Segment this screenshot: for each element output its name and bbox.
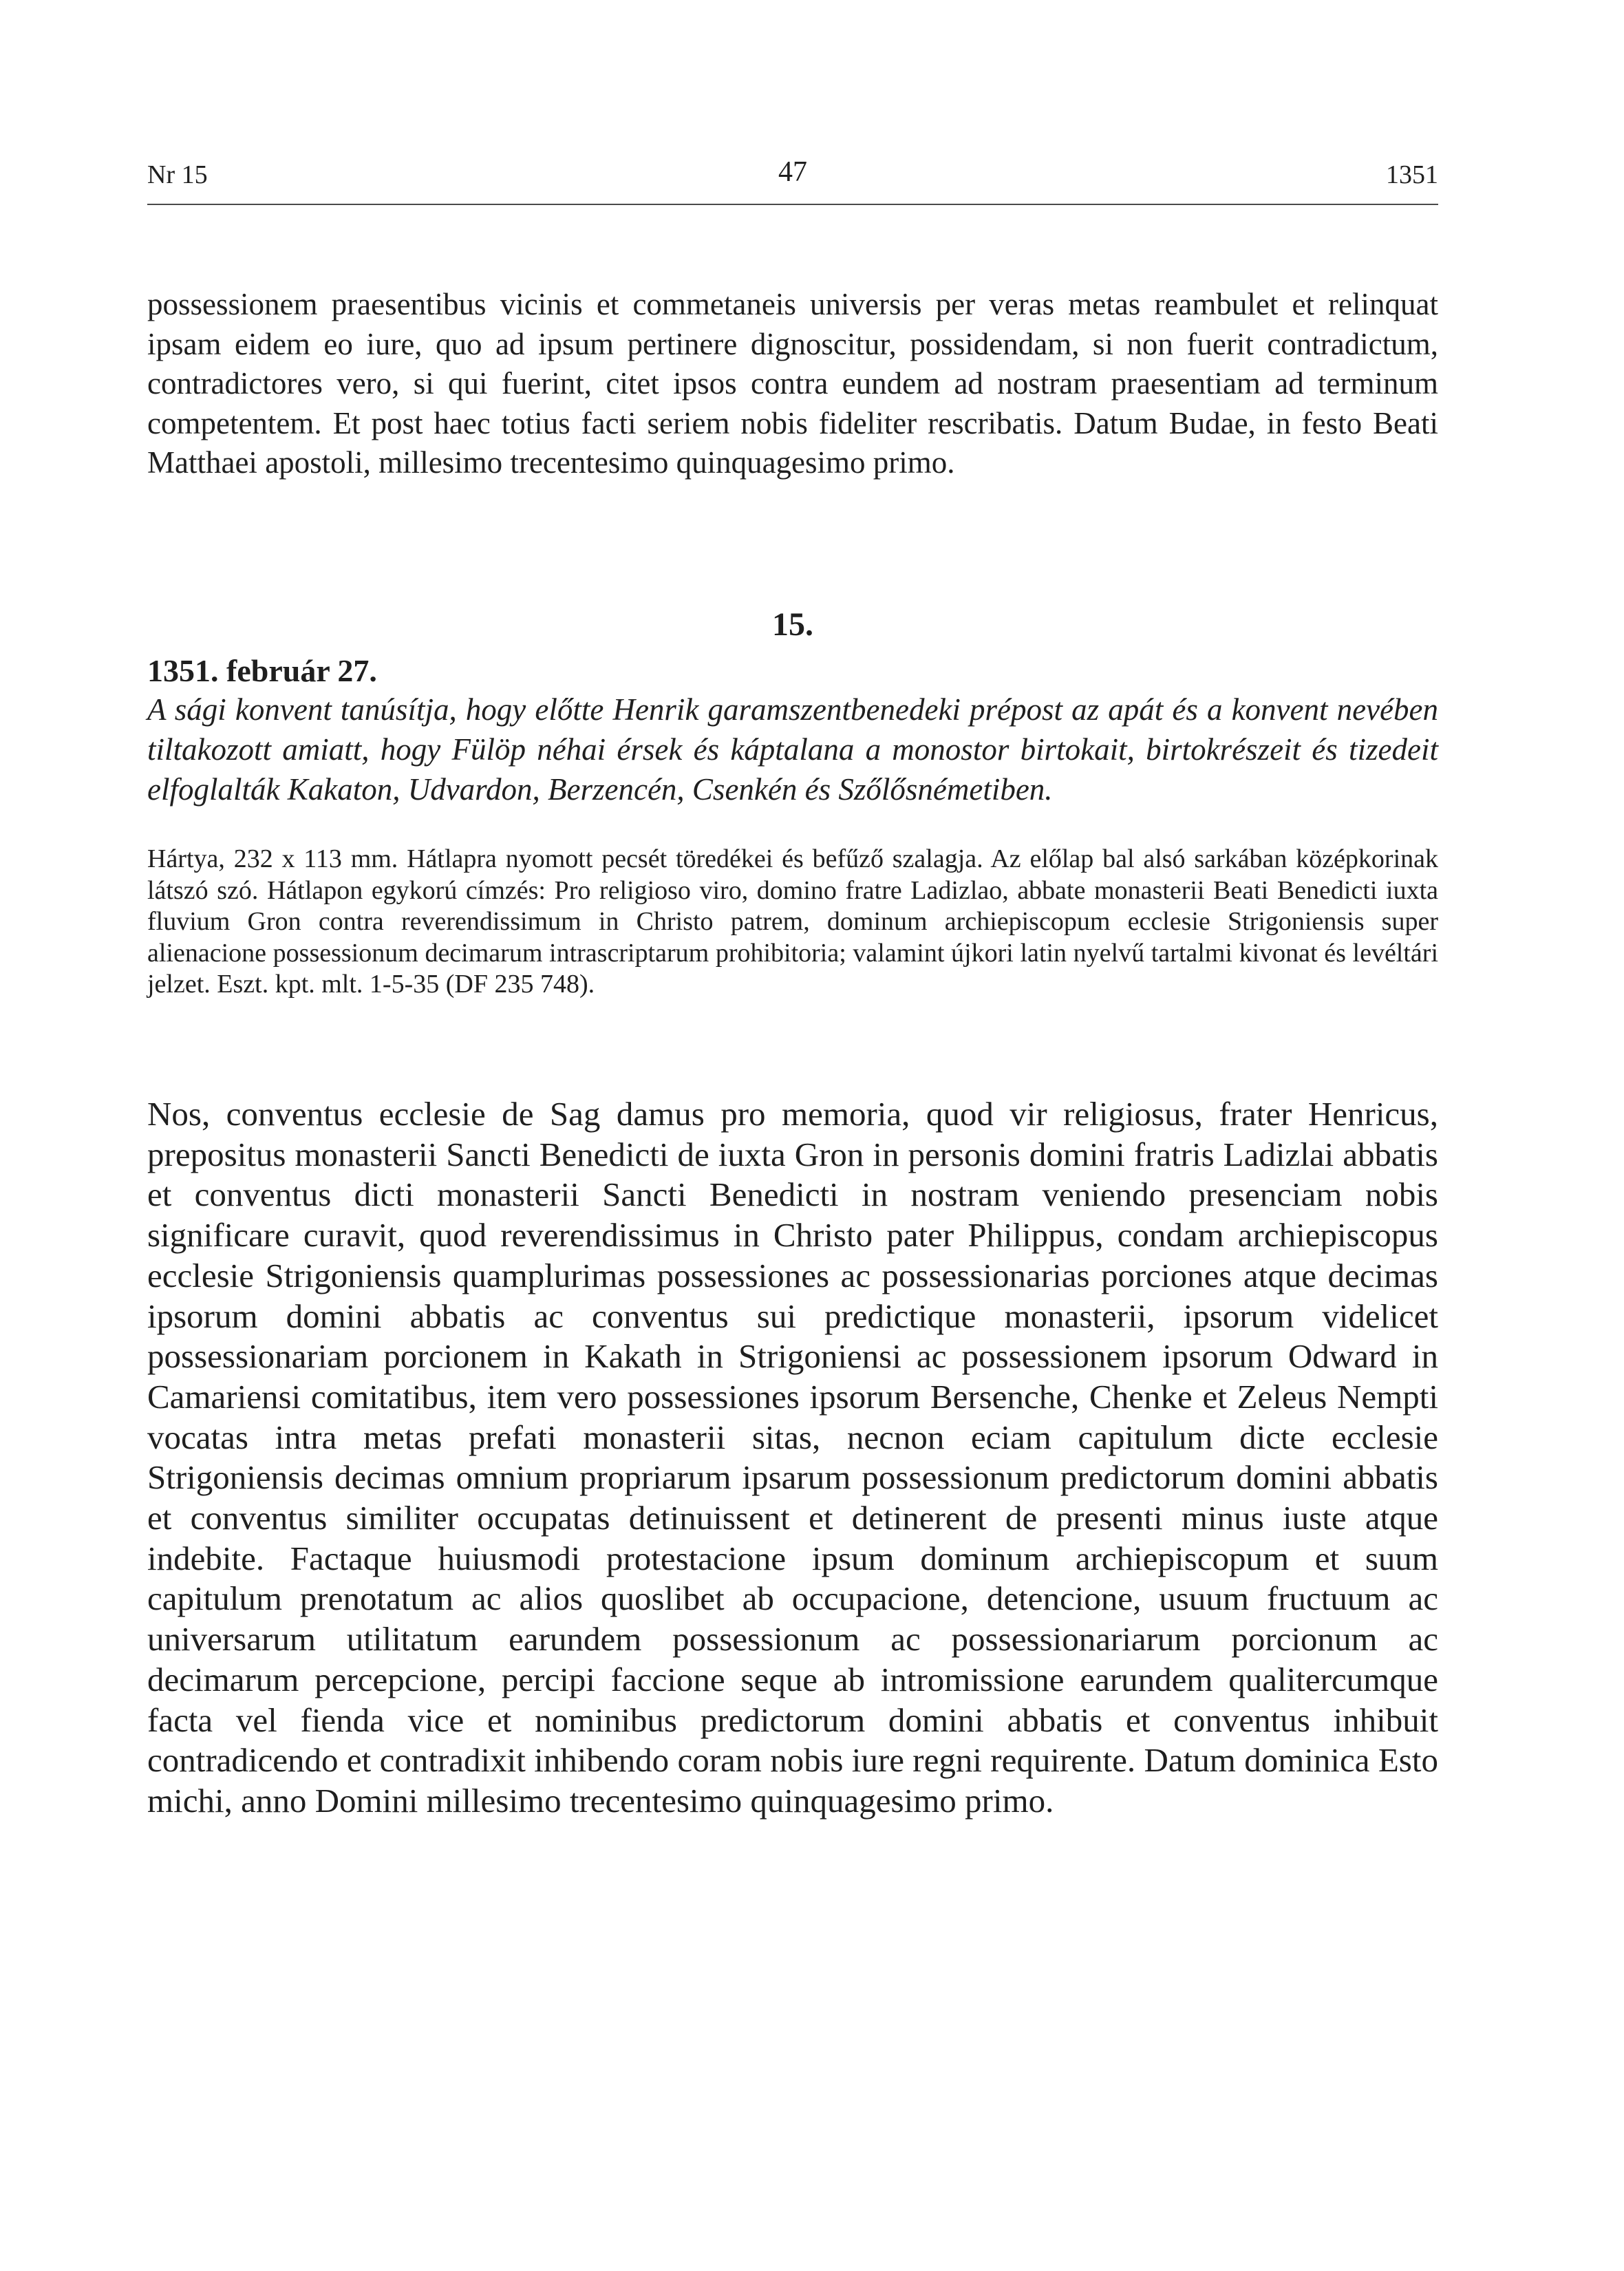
- header-page-number: 47: [778, 156, 807, 188]
- header-year: 1351: [1386, 160, 1438, 189]
- document-text: Nos, conventus ecclesie de Sag damus pro memoria, quod vir religiosus, frater Henricus, prepositus monasterii Sancti Benedicti de iuxta Gron in personis domini fratris Ladizlai abbatis et conventus dicti monasterii Sancti Benedicti in nostram veniendo presenciam nobis significare curavit, quod reverendissimus in Christo pater Philippus, condam archiepiscopus ecclesie Strigoniensis quamplurimas possessiones ac possessionarias porciones atque decimas ipsorum domini abbatis ac conventus sui predictique monasterii, ipsorum videlicet possessionariam porcionem in Kakath in Strigoniensi ac possessionem ipsorum Odward in Camariensi comitatibus, item vero possessiones ipsorum Bersenche, Chenke et Zeleus Nempti vocatas intra metas prefati monasterii sitas, necnon eciam capitulum dicte ecclesie Strigoniensis decimas omnium propriarum ipsarum possessionum predictorum domini abbatis et conventus similiter occupatas detinuissent et detinerent de presenti minus iuste atque indebite. Factaque huiusmodi protestacione ipsum dominum archiepiscopum et suum capitulum prenotatum ac alios quoslibet ab occupacione, detencione, usuum fructuum ac universarum utilitatum earundem possessionum ac possessionariarum porcionum ac decimarum percepcione, percipi faccione seque ab intromissione earundem qualitercumque facta vel fienda vice et nominibus predictorum domini abbatis et conventus inhibuit contradicendo et contradixit inhibendo coram nobis iure regni requirente. Datum dominica Esto michi, anno Domini millesimo trecentesimo quinquagesimo primo.: [147, 1095, 1438, 1820]
- header-document-number: Nr 15: [147, 160, 208, 189]
- running-header: [147, 153, 1438, 205]
- continuation-text: possessionem praesentibus vicinis et commetaneis universis per veras metas reambulet et relinquat ipsam eidem eo iure, quo ad ipsum pertinere dignoscitur, possidendam, si non fuerit contradictum, contradictores vero, si qui fuerint, citet ipsos contra eundem ad nostram praesentiam ad terminum competentem. Et post haec totius facti seriem nobis fideliter rescribatis. Datum Budae, in festo Beati Matthaei apostoli, millesimo trecentesimo quinquagesimo primo.: [147, 287, 1438, 480]
- document-regest: A sági konvent tanúsítja, hogy előtte Henrik garamszentbenedeki prépost az apát és a konvent nevében tiltakozott amiatt, hogy Fülöp néhai érsek és káptalana a monostor birtokait, birtokrészeit és tizedeit elfoglalták Kakaton, Udvardon, Berzencén, Csenkén és Szőlősnémetiben.: [147, 692, 1438, 807]
- document-apparatus-note: Hártya, 232 x 113 mm. Hátlapra nyomott pecsét töredékei és befűző szalagja. Az előlap bal alsó sarkában középkorinak látszó szó. Hátlapon egykorú címzés: Pro religioso viro, domino fratre Ladizlao, abbate monasterii Beati Benedicti iuxta fluvium Gron contra reverendissimum in Christo patrem, dominum archiepiscopum ecclesie Strigoniensis super alienacione possessionum decimarum intrascriptarum prohibitoria; valamint újkori latin nyelvű tartalmi kivonat és levéltári jelzet. Eszt. kpt. mlt. 1-5-35 (DF 235 748).: [147, 844, 1438, 999]
- document-number: 15.: [772, 606, 813, 643]
- document-date: 1351. február 27.: [147, 653, 377, 688]
